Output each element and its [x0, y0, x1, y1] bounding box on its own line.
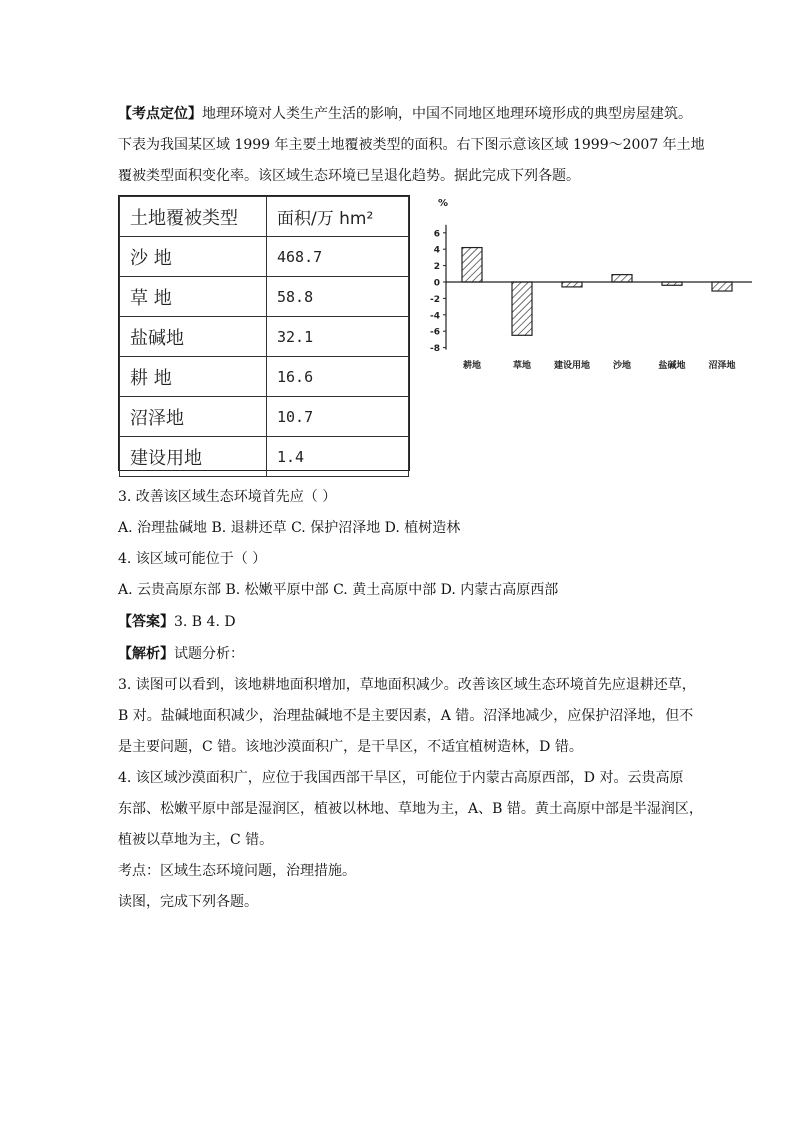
analysis-line: 东部、松嫩平原中部是湿润区，植被以林地、草地为主，A、B 错。黄土高原中部是半湿润区，	[118, 801, 703, 817]
table-cell: 耕 地	[120, 357, 267, 397]
change-rate-chart	[420, 192, 760, 382]
category-label: 沼泽地	[708, 361, 736, 371]
table-cell: 草 地	[120, 277, 267, 317]
table-header-cell: 面积/万 hm²	[267, 197, 409, 237]
y-tick-label: 6	[433, 229, 440, 240]
table-cell: 16.6	[267, 357, 409, 397]
category-label: 沙地	[612, 361, 632, 371]
y-tick-label: -8	[430, 344, 440, 355]
table-cell: 盐碱地	[120, 317, 267, 357]
bar	[462, 248, 482, 282]
category-label: 盐碱地	[658, 361, 686, 371]
intro-line-2: 下表为我国某区域 1999 年主要土地覆被类型的面积。右下图示意该区域 1999～2007 年土地	[118, 137, 705, 153]
table-cell: 468.7	[267, 237, 409, 277]
category-label: 耕地	[462, 361, 482, 371]
table-cell: 建设用地	[120, 437, 267, 477]
table-row	[120, 237, 409, 277]
table-cell: 沙 地	[120, 237, 267, 277]
table-row	[120, 317, 409, 357]
table-cell: 沼泽地	[120, 397, 267, 437]
y-tick-label: 4	[433, 245, 440, 256]
table-cell: 58.8	[267, 277, 409, 317]
question-3: 3. 改善该区域生态环境首先应（ ）	[118, 489, 337, 505]
answer-text: 3. B 4. D	[174, 614, 236, 630]
answer-line	[118, 612, 698, 632]
bar	[662, 282, 682, 285]
analysis-line: 植被以草地为主，C 错。	[118, 832, 274, 848]
analysis-tag: 【解析】	[118, 646, 174, 662]
y-tick-label: -4	[430, 311, 440, 322]
table-row	[120, 357, 409, 397]
table-header-row	[120, 197, 409, 237]
table-row	[120, 277, 409, 317]
bar	[712, 282, 732, 291]
intro-line-3: 覆被类型面积变化率。该区域生态环境已呈退化趋势。据此完成下列各题。	[118, 168, 580, 184]
y-tick-label: 0	[433, 278, 440, 289]
chart-svg	[420, 192, 760, 382]
category-label: 草地	[512, 361, 532, 371]
next-instruction: 读图，完成下列各题。	[118, 894, 258, 910]
answer-tag: 【答案】	[118, 614, 174, 630]
analysis-line: 3. 读图可以看到，该地耕地面积增加，草地面积减少。改善该区域生态环境首先应退耕还草，	[118, 677, 696, 693]
y-tick-label: -2	[430, 294, 440, 305]
land-cover-table	[118, 195, 410, 471]
y-tick-label: 2	[433, 262, 440, 273]
question-4: 4. 该区域可能位于（ ）	[118, 551, 267, 567]
analysis-line: 4. 该区域沙漠面积广，应位于我国西部干旱区，可能位于内蒙古高原西部，D 对。云贵高原	[118, 770, 684, 786]
intro-line-1	[118, 104, 698, 124]
analysis-line: 是主要问题，C 错。该地沙漠面积广，是干旱区，不适宜植树造林，D 错。	[118, 739, 583, 755]
category-label: 建设用地	[553, 361, 591, 371]
table-header-cell: 土地覆被类型	[120, 197, 267, 237]
analysis-header	[118, 644, 698, 664]
table-row	[120, 397, 409, 437]
analysis-point: 考点：区域生态环境问题，治理措施。	[118, 863, 356, 879]
question-3-options: A. 治理盐碱地 B. 退耕还草 C. 保护沼泽地 D. 植树造林	[118, 520, 461, 536]
bar	[562, 282, 582, 287]
table-cell: 1.4	[267, 437, 409, 477]
analysis-line: B 对。盐碱地面积减少，治理盐碱地不是主要因素，A 错。沼泽地减少，应保护沼泽地，但不	[118, 708, 694, 724]
bar	[612, 275, 632, 282]
analysis-title: 试题分析：	[174, 646, 244, 662]
table-row	[120, 437, 409, 477]
table-cell: 10.7	[267, 397, 409, 437]
topic-text: 地理环境对人类生产生活的影响，中国不同地区地理环境形成的典型房屋建筑。	[202, 106, 692, 122]
y-unit-label: %	[438, 198, 449, 209]
y-tick-label: -6	[430, 327, 440, 338]
bar	[512, 282, 532, 335]
question-4-options: A. 云贵高原东部 B. 松嫩平原中部 C. 黄土高原中部 D. 内蒙古高原西部	[118, 582, 559, 598]
table-cell: 32.1	[267, 317, 409, 357]
topic-tag: 【考点定位】	[118, 106, 202, 122]
